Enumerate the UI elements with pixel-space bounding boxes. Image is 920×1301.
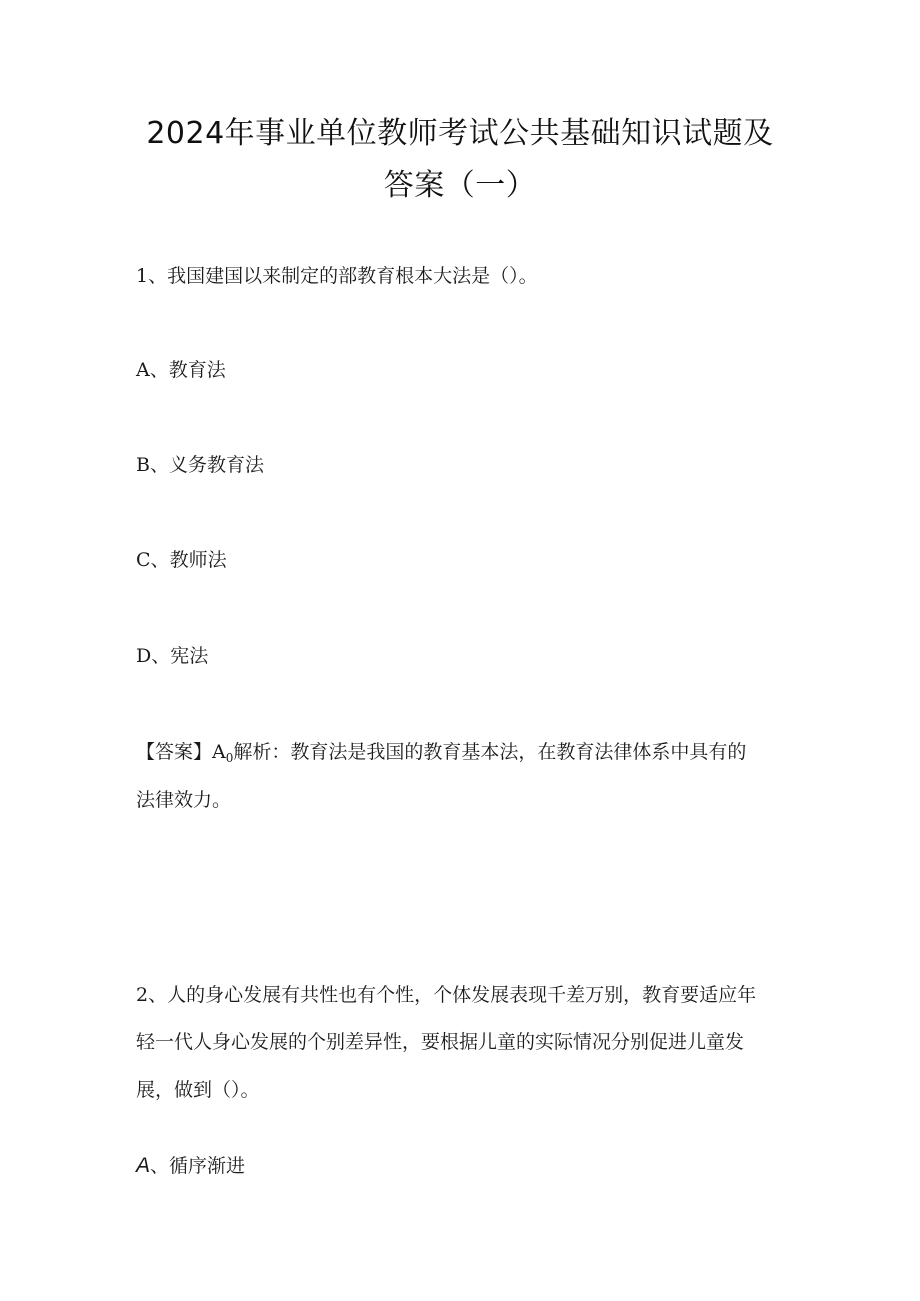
document-title-line-2: 答案（一） — [383, 168, 537, 203]
option-letter: D — [136, 645, 152, 667]
question-1-option-b — [136, 453, 264, 477]
question-2-stem-line-3: 展，做到（）。 — [136, 1079, 260, 1101]
answer-prefix: 【答案】A — [136, 741, 226, 763]
option-letter: C — [136, 549, 151, 571]
question-1-answer-line-2: 法律效力。 — [136, 789, 232, 811]
option-text: 义务教育法 — [168, 454, 264, 476]
option-separator: 、 — [149, 359, 169, 381]
document-title-line-1: 2024年事业单位教师考试公共基础知识试题及 — [146, 116, 774, 151]
question-2-stem-line-2: 轻一代人身心发展的个别差异性，要根据儿童的实际情况分别促进儿童发 — [136, 1031, 745, 1053]
option-text: 教育法 — [168, 359, 226, 381]
question-1-stem: 1、我国建国以来制定的部教育根本大法是（）。 — [136, 265, 538, 287]
question-1-option-c — [136, 548, 227, 572]
question-1-answer-line-1 — [136, 740, 746, 770]
option-text: 循序渐进 — [169, 1155, 246, 1177]
question-2-option-a — [136, 1154, 245, 1178]
option-separator: 、 — [150, 1155, 170, 1177]
option-separator: 、 — [151, 645, 171, 667]
question-2-stem-line-1: 2、人的身心发展有共性也有个性，个体发展表现千差万别，教育要适应年 — [136, 984, 757, 1006]
option-letter: A — [136, 359, 150, 381]
answer-explanation: 解析：教育法是我国的教育基本法，在教育法律体系中具有的 — [233, 741, 747, 763]
option-separator: 、 — [150, 549, 170, 571]
answer-subscript: 0 — [225, 751, 234, 765]
option-letter: B — [136, 454, 150, 476]
option-letter: A — [136, 1154, 151, 1177]
question-1-option-d — [136, 644, 208, 668]
option-text: 教师法 — [169, 549, 227, 571]
option-separator: 、 — [149, 454, 169, 476]
option-text: 宪法 — [170, 645, 209, 667]
question-1-option-a — [136, 358, 226, 382]
